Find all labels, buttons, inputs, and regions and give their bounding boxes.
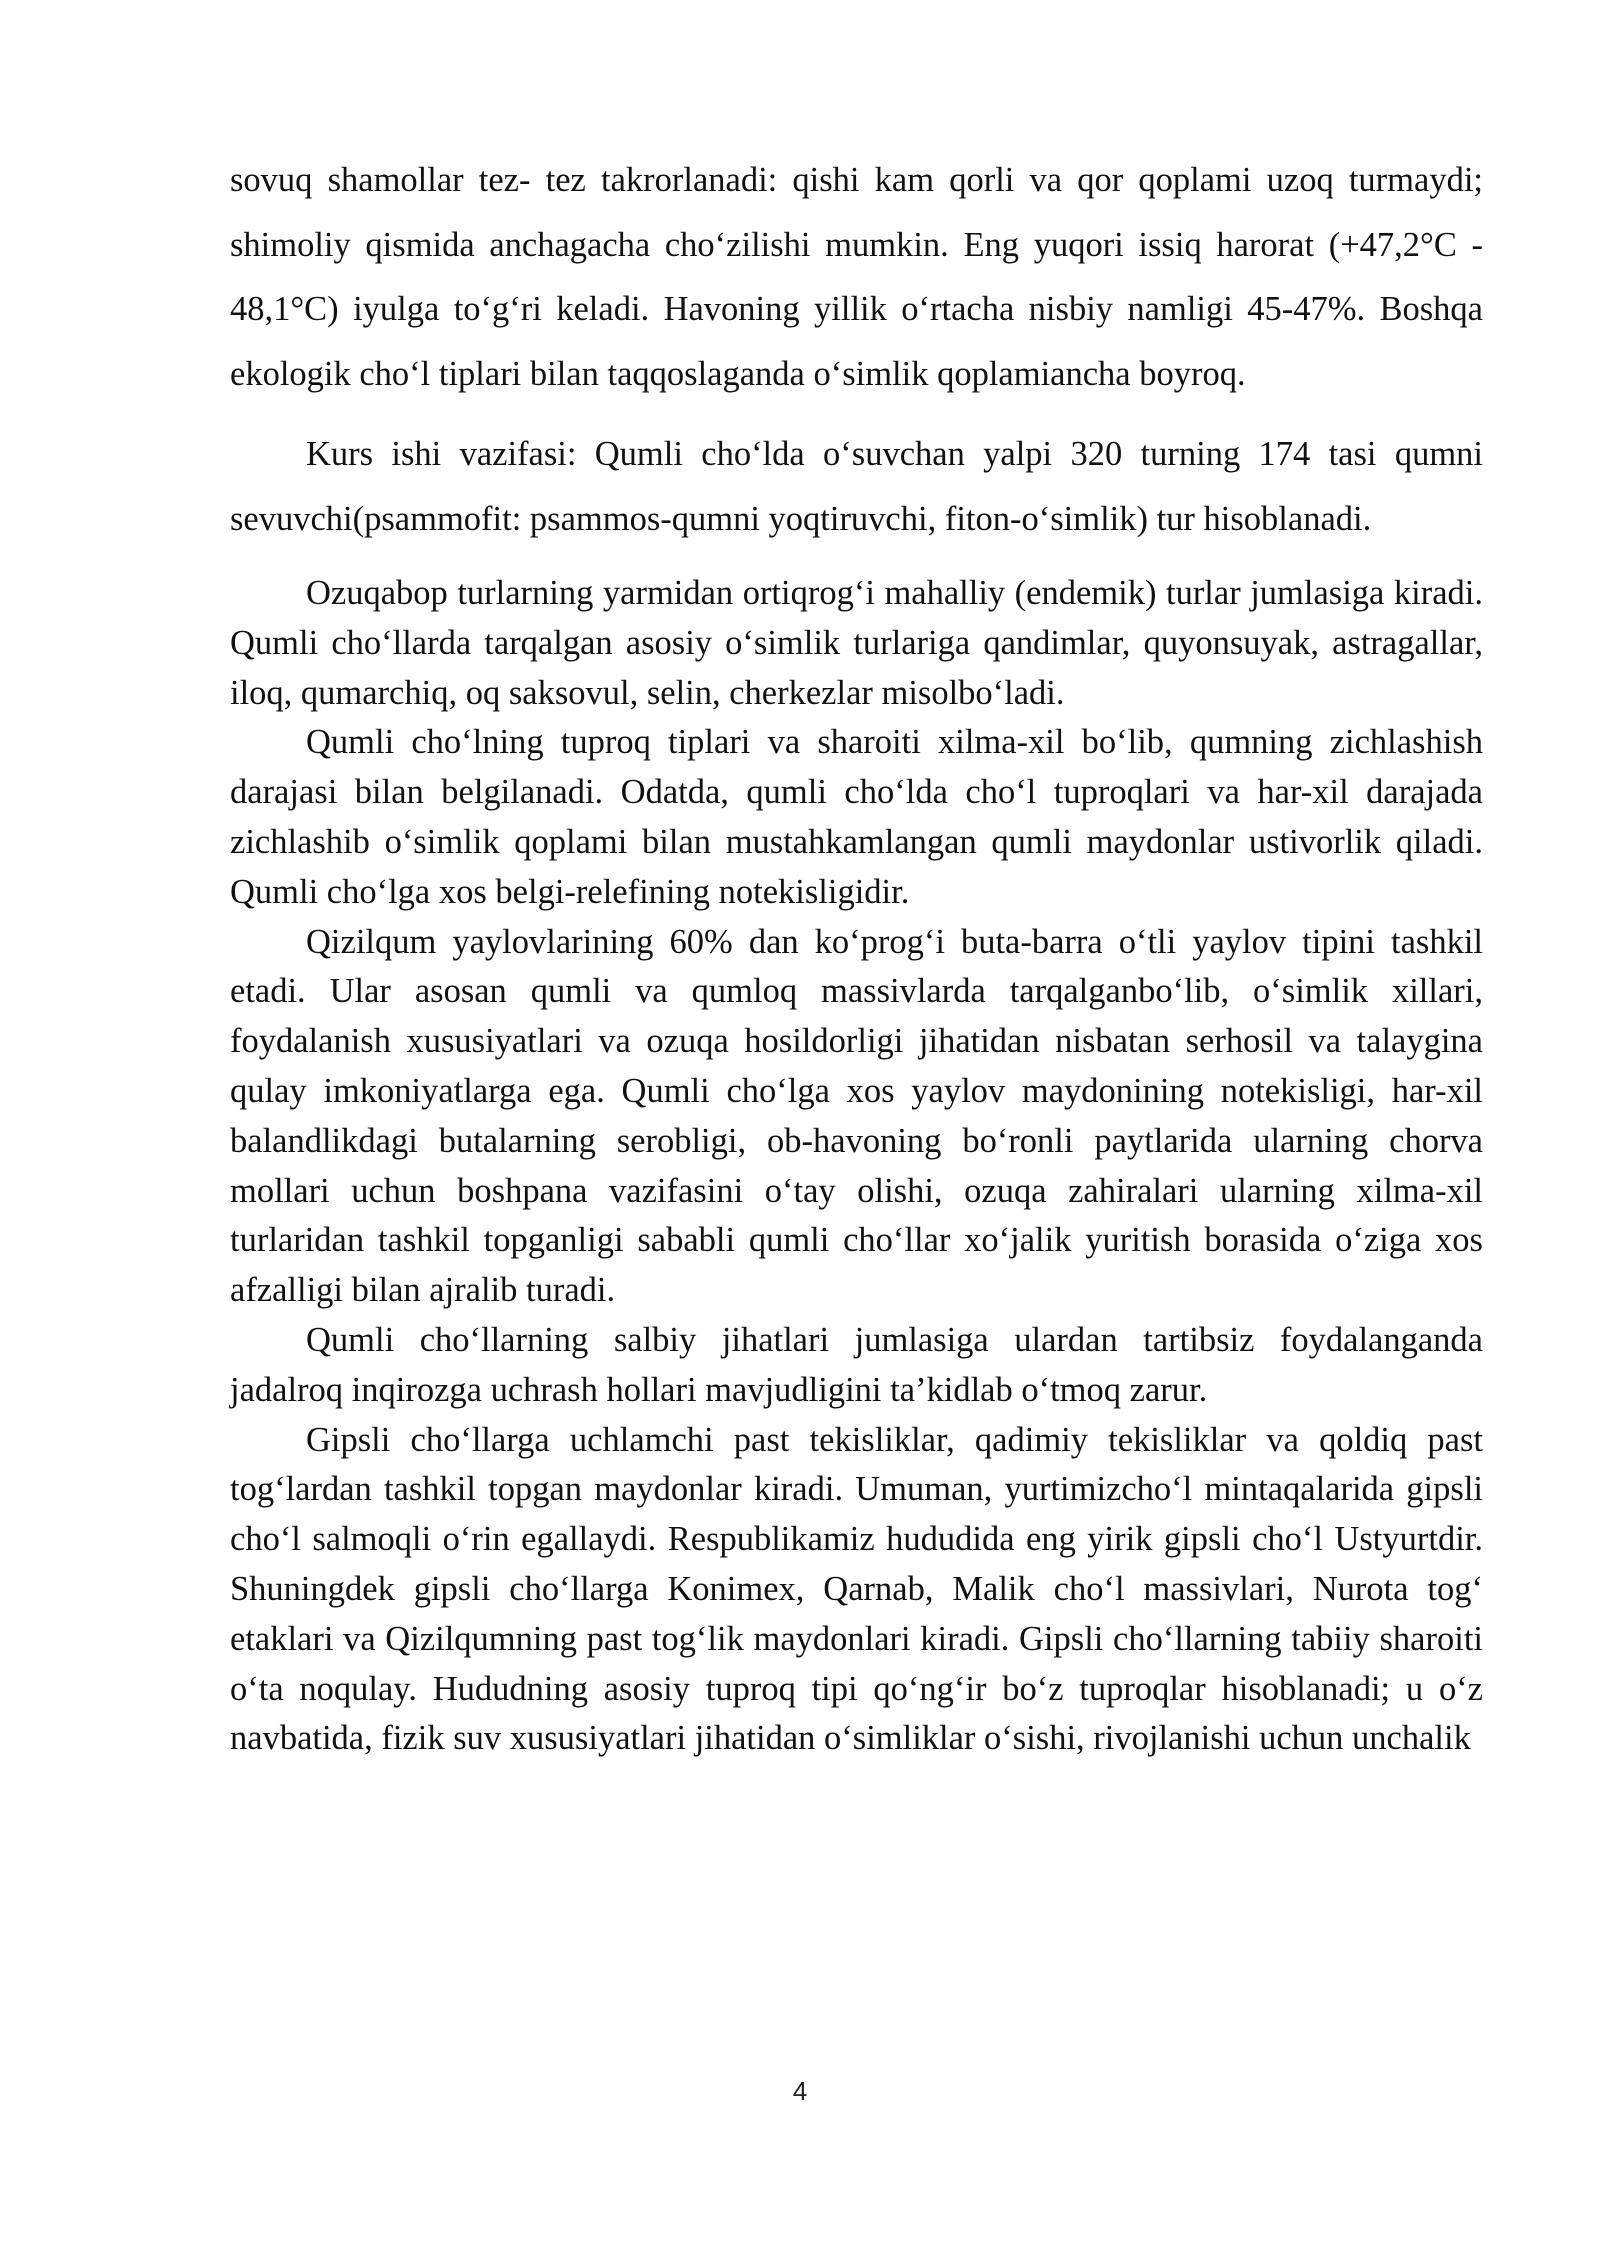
paragraph-gypsum-deserts: Gipsli cho‘llarga uchlamchi past tekisliklar, qadimiy tekisliklar va qoldiq past tog‘lardan tashkil topgan maydonlar kiradi. Umuman, yurtimizcho‘l mintaqalarida gipsli cho‘l salmoqli o‘rin egallaydi. Respublikamiz hududida eng yirik gipsli cho‘l Ustyurtdir. Shuningdek gipsli cho‘llarga Konimex, Qarnab, Malik cho‘l massivlari, Nurota tog‘ etaklari va Qizilqumning past tog‘lik maydonlari kiradi. Gipsli cho‘llarning tabiiy sharoiti o‘ta noqulay. Hududning asosiy tuproq tipi qo‘ng‘ir bo‘z tuproqlar hisoblanadi; u o‘z navbatida, fizik suv xususiyatlari jihatidan o‘simliklar o‘sishi, rivojlanishi uchun unchalik bbox=[230, 1420, 1483, 1758]
page-number: 4 bbox=[792, 2076, 808, 2106]
document-page bbox=[230, 148, 1483, 1764]
paragraph-course-task: Kurs ishi vazifasi: Qumli cho‘lda o‘suvchan yalpi 320 turning 174 tasi qumni sevuvchi(psammofit: psammos-qumni yoqtiruvchi, fiton-o‘simlik) tur hisoblanadi. bbox=[230, 435, 1483, 538]
paragraph-kyzylkum-pastures: Qizilqum yaylovlarining 60% dan ko‘prog‘i buta-barra o‘tli yaylov tipini tashkil etadi. Ular asosan qumli va qumloq massivlarda tarqalganbo‘lib, o‘simlik xillari, foydalanish xususiyatlari va ozuqa hosildorligi jihatidan nisbatan serhosil va talaygina qulay imkoniyatlarga ega. Qumli cho‘lga xos yaylov maydonining notekisligi, har-xil balandlikdagi butalarning serobligi, ob-havoning bo‘ronli paytlarida ularning chorva mollari uchun boshpana vazifasini o‘tay olishi, ozuqa zahiralari ularning xilma-xil turlaridan tashkil topganligi sababli qumli cho‘llar xo‘jalik yuritish borasida o‘ziga xos afzalligi bilan ajralib turadi. bbox=[230, 922, 1483, 1310]
paragraph-sandy-soils: Qumli cho‘lning tuproq tiplari va sharoiti xilma-xil bo‘lib, qumning zichlashish darajasi bilan belgilanadi. Odatda, qumli cho‘lda cho‘l tuproqlari va har-xil darajada zichlashib o‘simlik qoplami bilan mustahkamlangan qumli maydonlar ustivorlik qiladi. Qumli cho‘lga xos belgi-relefining notekisligidir. bbox=[230, 723, 1483, 911]
paragraph-negative-aspects: Qumli cho‘llarning salbiy jihatlari jumlasiga ulardan tartibsiz foydalanganda jadalroq inqirozga uchrash hollari mavjudligini ta’kidlab o‘tmoq zarur. bbox=[230, 1320, 1483, 1409]
paragraph-climate: sovuq shamollar tez- tez takrorlanadi: qishi kam qorli va qor qoplami uzoq turmaydi; shimoliy qismida anchagacha cho‘zilishi mumkin. Eng yuqori issiq harorat (+47,2°C - 48,1°C) iyulga to‘g‘ri keladi. Havoning yillik o‘rtacha nisbiy namligi 45-47%. Boshqa ekologik cho‘l tiplari bilan taqqoslaganda o‘simlik qoplamiancha boyroq. bbox=[230, 161, 1483, 393]
paragraph-forage-species: Ozuqabop turlarning yarmidan ortiqrog‘i mahalliy (endemik) turlar jumlasiga kiradi. Qumli cho‘llarda tarqalgan asosiy o‘simlik turlariga qandimlar, quyonsuyak, astragallar, iloq, qumarchiq, oq saksovul, selin, cherkezlar misolbo‘ladi. bbox=[230, 574, 1483, 712]
